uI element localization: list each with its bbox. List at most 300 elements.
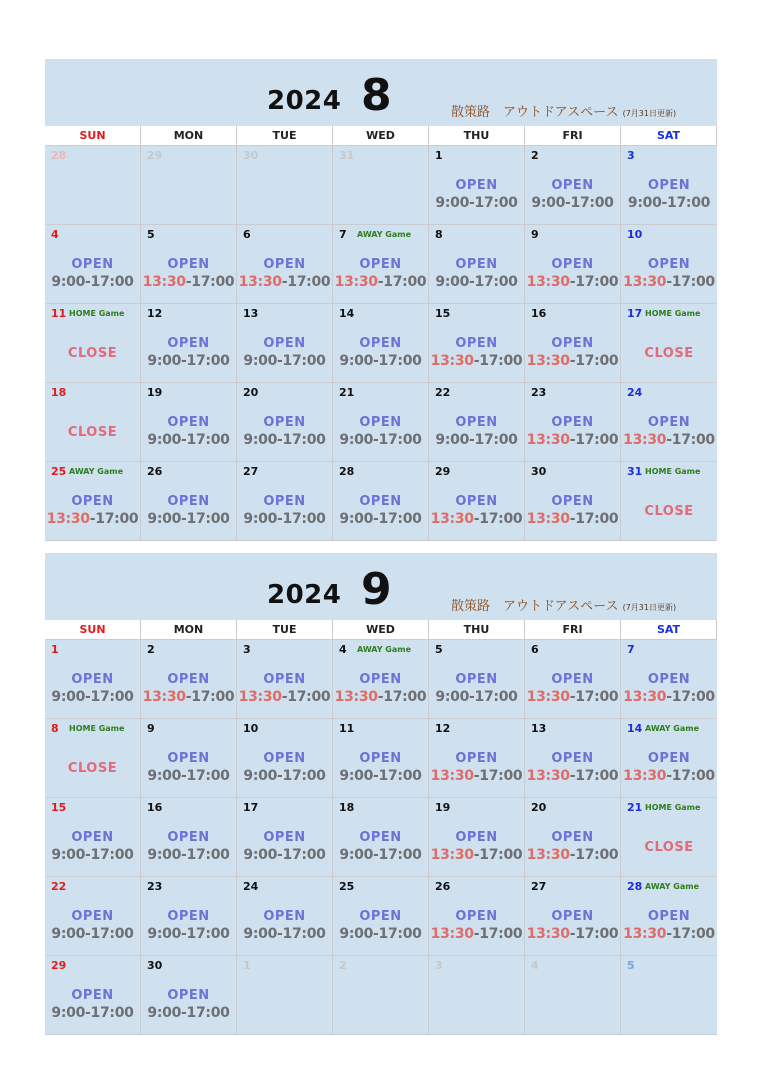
end-time: -17:00 <box>377 689 427 705</box>
day-number: 20 <box>531 801 547 814</box>
opening-hours <box>429 847 524 863</box>
day-number: 19 <box>147 386 163 399</box>
start-time: 9:00 <box>147 511 182 527</box>
day-cell <box>141 304 237 383</box>
day-number: 15 <box>51 801 67 814</box>
start-time: 13:30 <box>334 689 378 705</box>
day-cell <box>429 225 525 304</box>
end-time: -17:00 <box>85 847 134 863</box>
start-time: 9:00 <box>627 195 662 211</box>
start-time: 13:30 <box>46 511 90 527</box>
opening-hours <box>333 511 428 527</box>
start-time: 9:00 <box>243 511 278 527</box>
end-time: -17:00 <box>569 274 619 290</box>
calendar-september <box>45 553 717 1035</box>
opening-hours <box>45 689 140 705</box>
close-label: CLOSE <box>644 840 694 855</box>
end-time: -17:00 <box>666 689 715 705</box>
opening-hours <box>141 353 236 369</box>
start-time: 13:30 <box>334 274 378 290</box>
day-number: 31 <box>339 149 355 162</box>
end-time: -17:00 <box>181 1005 230 1021</box>
year-label: 2024 <box>267 580 342 610</box>
open-label: OPEN <box>551 415 594 430</box>
day-number: 14 <box>339 307 355 320</box>
place-name: 散策路 アウトドアスペース <box>451 105 619 120</box>
end-time: -17:00 <box>181 768 230 784</box>
opening-hours <box>621 689 717 705</box>
opening-hours <box>45 926 140 942</box>
day-cell <box>621 146 717 225</box>
end-time: -17:00 <box>469 432 518 448</box>
end-time: -17:00 <box>469 195 518 211</box>
day-cell <box>237 304 333 383</box>
place-label <box>451 101 676 120</box>
open-label: OPEN <box>167 751 210 766</box>
day-number: 24 <box>243 880 259 893</box>
start-time: 9:00 <box>51 847 86 863</box>
start-time: 13:30 <box>623 689 667 705</box>
start-time: 9:00 <box>147 768 182 784</box>
open-label: OPEN <box>455 672 498 687</box>
start-time: 9:00 <box>243 432 278 448</box>
weekday-wed: WED <box>333 126 429 146</box>
start-time: 9:00 <box>147 432 182 448</box>
end-time: -17:00 <box>181 432 230 448</box>
start-time: 9:00 <box>51 274 86 290</box>
start-time: 9:00 <box>339 847 374 863</box>
start-time: 13:30 <box>526 847 570 863</box>
open-label: OPEN <box>167 415 210 430</box>
weekday-header <box>45 620 717 640</box>
opening-hours <box>429 195 524 211</box>
open-label: OPEN <box>263 909 306 924</box>
opening-hours <box>141 926 236 942</box>
calendar-header <box>45 59 717 126</box>
day-number: 3 <box>627 149 635 162</box>
opening-hours <box>525 353 620 369</box>
weekday-header <box>45 126 717 146</box>
day-cell <box>45 719 141 798</box>
day-number: 26 <box>435 880 451 893</box>
open-label: OPEN <box>359 830 402 845</box>
game-badge: AWAY Game <box>357 645 412 654</box>
start-time: 13:30 <box>238 274 282 290</box>
start-time: 9:00 <box>243 926 278 942</box>
day-cell <box>621 640 717 719</box>
opening-hours <box>525 689 620 705</box>
day-number: 14 <box>627 722 643 735</box>
day-cell <box>45 877 141 956</box>
start-time: 9:00 <box>51 1005 86 1021</box>
opening-hours <box>333 432 428 448</box>
opening-hours <box>237 353 332 369</box>
day-cell <box>333 798 429 877</box>
day-number: 15 <box>435 307 451 320</box>
day-cell <box>141 719 237 798</box>
end-time: -17:00 <box>569 768 619 784</box>
opening-hours <box>237 432 332 448</box>
day-cell <box>525 798 621 877</box>
open-label: OPEN <box>263 257 306 272</box>
opening-hours <box>429 768 524 784</box>
end-time: -17:00 <box>373 926 422 942</box>
day-cell <box>525 225 621 304</box>
opening-hours <box>45 847 140 863</box>
day-cell <box>525 383 621 462</box>
day-cell <box>621 462 717 541</box>
day-number: 27 <box>243 465 259 478</box>
year-label: 2024 <box>267 86 342 116</box>
game-badge: HOME Game <box>645 467 701 476</box>
opening-hours <box>525 511 620 527</box>
day-cell <box>237 798 333 877</box>
open-label: OPEN <box>359 672 402 687</box>
place-label <box>451 595 676 614</box>
start-time: 13:30 <box>623 274 667 290</box>
opening-hours <box>621 432 717 448</box>
start-time: 13:30 <box>526 353 570 369</box>
end-time: -17:00 <box>473 768 523 784</box>
start-time: 9:00 <box>243 353 278 369</box>
day-number: 4 <box>51 228 59 241</box>
close-label: CLOSE <box>67 346 118 361</box>
open-label: OPEN <box>551 336 594 351</box>
game-badge: HOME Game <box>69 724 125 733</box>
day-number: 9 <box>531 228 539 241</box>
end-time: -17:00 <box>89 511 139 527</box>
opening-hours <box>429 432 524 448</box>
end-time: -17:00 <box>377 274 427 290</box>
day-number: 18 <box>339 801 355 814</box>
open-label: OPEN <box>167 336 210 351</box>
open-label: OPEN <box>263 415 306 430</box>
opening-hours <box>141 1005 236 1021</box>
day-number: 1 <box>51 643 59 656</box>
weekday-fri: FRI <box>525 126 621 146</box>
day-number: 5 <box>435 643 443 656</box>
open-label: OPEN <box>647 257 691 272</box>
open-label: OPEN <box>359 415 402 430</box>
open-label: OPEN <box>647 672 691 687</box>
end-time: -17:00 <box>181 926 230 942</box>
weekday-sat: SAT <box>621 126 717 146</box>
day-cell <box>333 383 429 462</box>
end-time: -17:00 <box>277 768 326 784</box>
day-number: 2 <box>147 643 155 656</box>
day-number: 1 <box>435 149 443 162</box>
open-label: OPEN <box>551 178 594 193</box>
end-time: -17:00 <box>569 511 619 527</box>
day-number: 8 <box>435 228 443 241</box>
start-time: 9:00 <box>147 1005 182 1021</box>
game-badge: HOME Game <box>69 309 125 318</box>
day-number: 30 <box>243 149 259 162</box>
start-time: 13:30 <box>430 511 474 527</box>
start-time: 13:30 <box>623 768 667 784</box>
day-cell <box>45 956 141 1035</box>
opening-hours <box>525 768 620 784</box>
day-number: 31 <box>627 465 643 478</box>
day-number: 30 <box>147 959 163 972</box>
open-label: OPEN <box>647 751 691 766</box>
opening-hours <box>333 847 428 863</box>
end-time: -17:00 <box>277 926 326 942</box>
opening-hours <box>525 432 620 448</box>
opening-hours <box>141 689 236 705</box>
opening-hours <box>525 926 620 942</box>
day-number: 27 <box>531 880 547 893</box>
day-cell <box>333 225 429 304</box>
start-time: 13:30 <box>526 768 570 784</box>
day-cell <box>621 304 717 383</box>
start-time: 9:00 <box>339 432 374 448</box>
day-number: 22 <box>435 386 451 399</box>
day-cell <box>525 304 621 383</box>
opening-hours <box>237 274 332 290</box>
opening-hours <box>621 926 717 942</box>
day-cell <box>429 719 525 798</box>
day-cell <box>429 640 525 719</box>
day-cell <box>525 877 621 956</box>
day-cell <box>525 719 621 798</box>
opening-hours <box>45 511 140 527</box>
day-cell <box>141 146 237 225</box>
open-label: OPEN <box>551 751 594 766</box>
open-label: OPEN <box>71 494 114 509</box>
opening-hours <box>429 274 524 290</box>
day-cell <box>621 798 717 877</box>
open-label: OPEN <box>647 178 691 193</box>
start-time: 9:00 <box>435 689 470 705</box>
day-cell <box>45 462 141 541</box>
end-time: -17:00 <box>185 274 235 290</box>
updated-note: (7月31日更新) <box>622 603 677 612</box>
opening-hours <box>525 274 620 290</box>
updated-note: (7月31日更新) <box>622 109 677 118</box>
close-label: CLOSE <box>644 504 694 519</box>
start-time: 13:30 <box>623 432 667 448</box>
opening-hours <box>429 353 524 369</box>
open-label: OPEN <box>455 830 498 845</box>
day-cell <box>333 640 429 719</box>
open-label: OPEN <box>455 336 498 351</box>
end-time: -17:00 <box>277 511 326 527</box>
end-time: -17:00 <box>277 353 326 369</box>
close-label: CLOSE <box>67 425 118 440</box>
day-number: 7 <box>339 228 347 241</box>
day-number: 20 <box>243 386 259 399</box>
day-cell <box>237 956 333 1035</box>
day-number: 6 <box>243 228 251 241</box>
day-cell <box>237 719 333 798</box>
open-label: OPEN <box>71 830 114 845</box>
end-time: -17:00 <box>85 1005 134 1021</box>
day-number: 23 <box>531 386 547 399</box>
start-time: 9:00 <box>51 926 86 942</box>
game-badge: AWAY Game <box>69 467 124 476</box>
opening-hours <box>429 926 524 942</box>
day-number: 29 <box>51 959 67 972</box>
day-number: 25 <box>51 465 67 478</box>
day-cell <box>429 798 525 877</box>
day-number: 24 <box>627 386 643 399</box>
game-badge: HOME Game <box>645 803 701 812</box>
open-label: OPEN <box>455 178 498 193</box>
day-cell <box>45 798 141 877</box>
day-cell <box>141 383 237 462</box>
day-cell <box>429 877 525 956</box>
start-time: 9:00 <box>435 432 470 448</box>
start-time: 9:00 <box>339 511 374 527</box>
game-badge: AWAY Game <box>645 724 700 733</box>
start-time: 13:30 <box>526 432 570 448</box>
open-label: OPEN <box>359 751 402 766</box>
open-label: OPEN <box>263 830 306 845</box>
open-label: OPEN <box>455 751 498 766</box>
day-number: 5 <box>627 959 635 972</box>
opening-hours <box>333 689 428 705</box>
opening-hours <box>429 689 524 705</box>
day-cell <box>237 462 333 541</box>
day-number: 26 <box>147 465 163 478</box>
weekday-fri: FRI <box>525 620 621 640</box>
day-number: 17 <box>243 801 259 814</box>
day-number: 3 <box>435 959 443 972</box>
open-label: OPEN <box>263 336 306 351</box>
start-time: 13:30 <box>623 926 667 942</box>
open-label: OPEN <box>71 909 114 924</box>
day-cell <box>45 225 141 304</box>
end-time: -17:00 <box>281 274 331 290</box>
end-time: -17:00 <box>666 926 715 942</box>
start-time: 9:00 <box>339 353 374 369</box>
day-cell <box>333 719 429 798</box>
day-number: 2 <box>339 959 347 972</box>
open-label: OPEN <box>359 494 402 509</box>
weekday-tue: TUE <box>237 620 333 640</box>
close-label: CLOSE <box>644 346 694 361</box>
open-label: OPEN <box>71 672 114 687</box>
end-time: -17:00 <box>181 847 230 863</box>
day-number: 13 <box>243 307 259 320</box>
end-time: -17:00 <box>469 274 518 290</box>
day-number: 4 <box>339 643 347 656</box>
end-time: -17:00 <box>185 689 235 705</box>
end-time: -17:00 <box>85 926 134 942</box>
start-time: 13:30 <box>238 689 282 705</box>
opening-hours <box>141 432 236 448</box>
day-cell <box>429 383 525 462</box>
open-label: OPEN <box>167 909 210 924</box>
open-label: OPEN <box>455 909 498 924</box>
open-label: OPEN <box>263 494 306 509</box>
opening-hours <box>621 768 717 784</box>
start-time: 13:30 <box>526 511 570 527</box>
end-time: -17:00 <box>469 689 518 705</box>
day-cell <box>621 877 717 956</box>
start-time: 13:30 <box>526 274 570 290</box>
open-label: OPEN <box>647 909 691 924</box>
day-number: 25 <box>339 880 355 893</box>
end-time: -17:00 <box>373 353 422 369</box>
end-time: -17:00 <box>569 689 619 705</box>
opening-hours <box>621 195 717 211</box>
day-cell <box>141 462 237 541</box>
end-time: -17:00 <box>277 432 326 448</box>
day-number: 16 <box>531 307 547 320</box>
open-label: OPEN <box>551 257 594 272</box>
open-label: OPEN <box>167 830 210 845</box>
end-time: -17:00 <box>473 353 523 369</box>
day-cell <box>621 956 717 1035</box>
end-time: -17:00 <box>373 847 422 863</box>
end-time: -17:00 <box>666 768 715 784</box>
day-number: 28 <box>339 465 355 478</box>
open-label: OPEN <box>263 751 306 766</box>
weekday-tue: TUE <box>237 126 333 146</box>
start-time: 13:30 <box>430 926 474 942</box>
day-number: 11 <box>51 307 67 320</box>
end-time: -17:00 <box>569 353 619 369</box>
day-cell <box>525 146 621 225</box>
day-cell <box>429 304 525 383</box>
end-time: -17:00 <box>473 847 523 863</box>
opening-hours <box>141 847 236 863</box>
day-cell <box>45 383 141 462</box>
day-number: 21 <box>339 386 355 399</box>
end-time: -17:00 <box>565 195 614 211</box>
day-number: 10 <box>627 228 643 241</box>
weekday-thu: THU <box>429 126 525 146</box>
day-cell <box>141 956 237 1035</box>
game-badge: AWAY Game <box>357 230 412 239</box>
start-time: 13:30 <box>526 926 570 942</box>
day-cell <box>141 798 237 877</box>
opening-hours <box>429 511 524 527</box>
start-time: 13:30 <box>142 689 186 705</box>
day-number: 12 <box>435 722 451 735</box>
day-number: 2 <box>531 149 539 162</box>
start-time: 9:00 <box>147 353 182 369</box>
open-label: OPEN <box>455 494 498 509</box>
close-label: CLOSE <box>67 761 118 776</box>
opening-hours <box>237 847 332 863</box>
open-label: OPEN <box>359 257 402 272</box>
start-time: 9:00 <box>147 926 182 942</box>
opening-hours <box>237 511 332 527</box>
weekday-sun: SUN <box>45 620 141 640</box>
start-time: 13:30 <box>430 847 474 863</box>
place-name: 散策路 アウトドアスペース <box>451 599 619 614</box>
calendar-header <box>45 553 717 620</box>
end-time: -17:00 <box>661 195 711 211</box>
day-cell <box>45 304 141 383</box>
opening-hours <box>141 511 236 527</box>
end-time: -17:00 <box>473 511 523 527</box>
end-time: -17:00 <box>277 847 326 863</box>
day-cell <box>525 640 621 719</box>
opening-hours <box>237 926 332 942</box>
day-cell <box>429 146 525 225</box>
open-label: OPEN <box>359 336 402 351</box>
end-time: -17:00 <box>569 847 619 863</box>
day-grid <box>45 146 717 541</box>
start-time: 9:00 <box>435 195 470 211</box>
opening-hours <box>141 274 236 290</box>
day-cell <box>333 462 429 541</box>
end-time: -17:00 <box>85 689 134 705</box>
